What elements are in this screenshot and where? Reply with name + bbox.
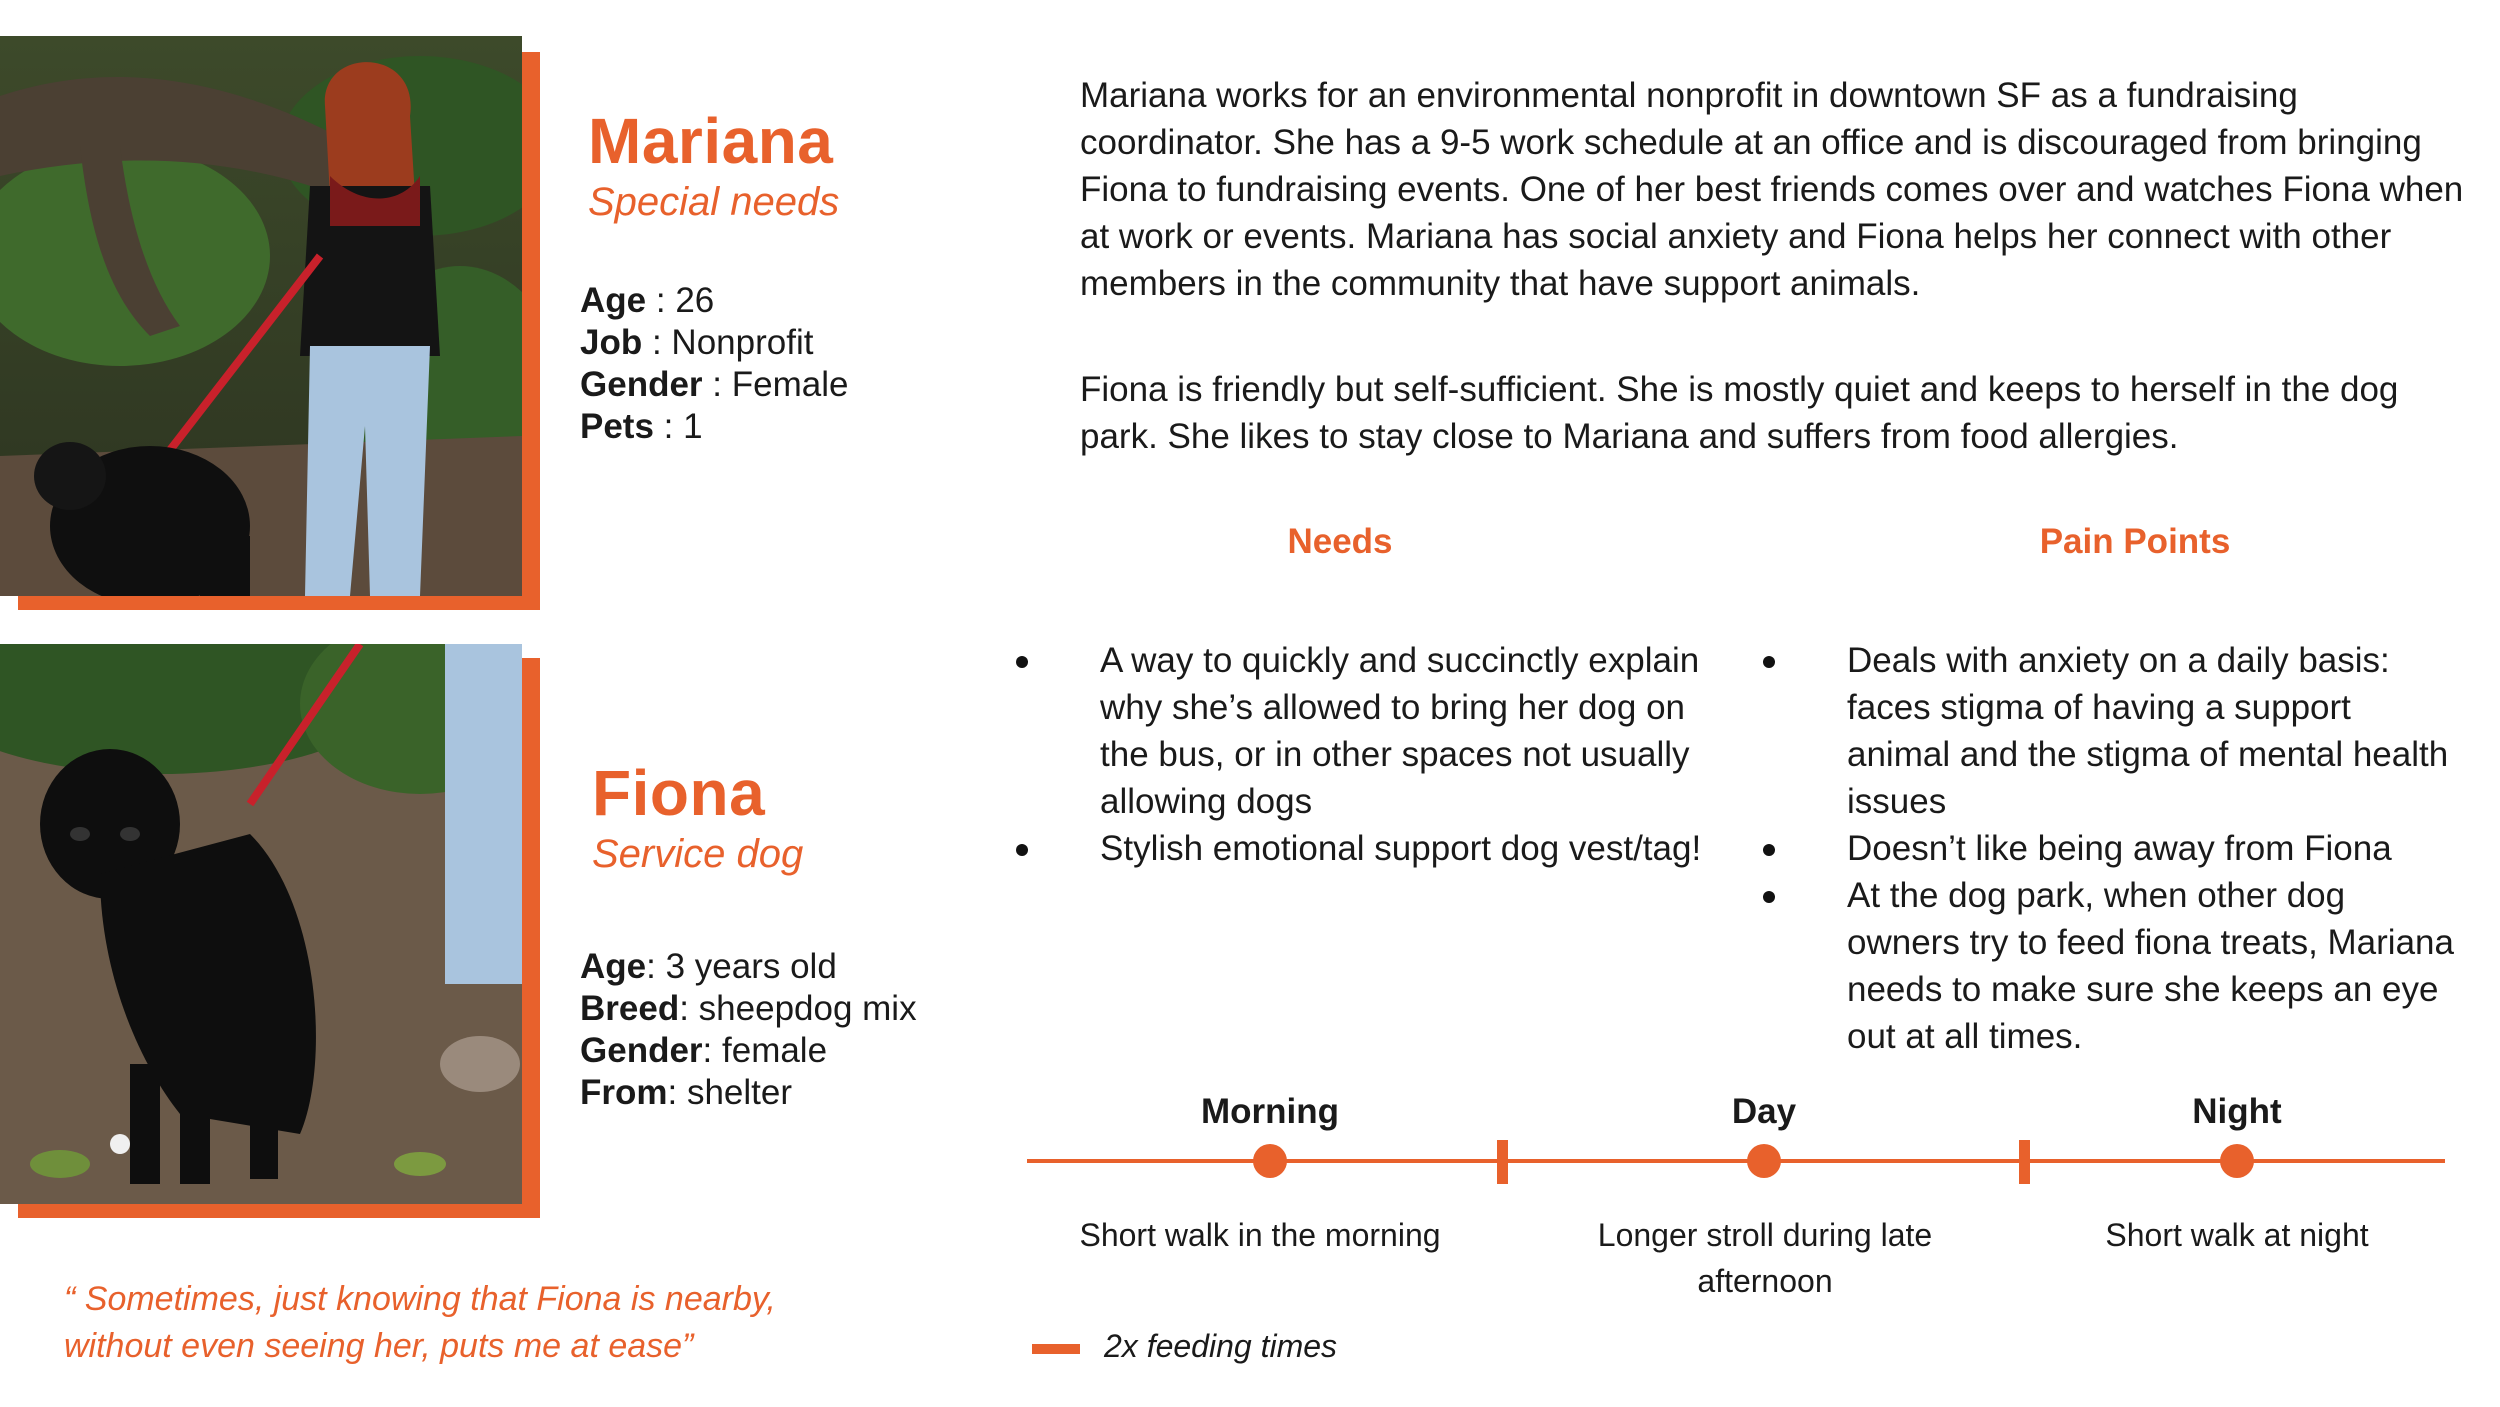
bullet-icon xyxy=(1016,656,1028,668)
persona-name: Mariana xyxy=(588,105,834,177)
dog-facts xyxy=(580,946,917,1114)
needs-item: A way to quickly and succinctly explain why she’s allowed to bring her dog on the bus, or in other spaces not usually allowing dogs xyxy=(1016,637,1716,825)
pain-points-item: Doesn’t like being away from Fiona xyxy=(1763,825,2463,872)
bio-paragraph-2: Fiona is friendly but self-sufficient. She is mostly quiet and keeps to herself in the dog park. She likes to stay close to Mariana and suffers from food allergies. xyxy=(1080,370,2399,456)
pain-points-item: Deals with anxiety on a daily basis: faces stigma of having a support animal and the stigma of mental health issues xyxy=(1763,637,2463,825)
persona-fact-gender: Gender : Female xyxy=(580,365,849,404)
timeline-text-morning: Short walk in the morning xyxy=(1079,1217,1441,1253)
timeline-label-morning: Morning xyxy=(1200,1092,1340,1131)
timeline-label-night: Night xyxy=(2192,1092,2282,1131)
bullet-icon xyxy=(1763,891,1775,903)
dog-fact-gender: Gender: female xyxy=(580,1031,828,1070)
legend-label: 2x feeding times xyxy=(1104,1328,1338,1364)
persona-quote xyxy=(64,1276,776,1370)
timeline-dot-night xyxy=(2220,1144,2254,1178)
quote-line-1: “ Sometimes, just knowing that Fiona is nearby, xyxy=(64,1280,776,1318)
pain-points-item: At the dog park, when other dog owners try to feed fiona treats, Mariana needs to make sure she keeps an eye out at all times. xyxy=(1763,872,2463,1060)
pain-points-list xyxy=(1763,637,2463,1060)
persona-role: Special needs xyxy=(588,180,840,224)
needs-item: Stylish emotional support dog vest/tag! xyxy=(1016,825,1716,872)
needs-title: Needs xyxy=(1287,522,1393,561)
bullet-icon xyxy=(1763,656,1775,668)
dog-fact-from: From: shelter xyxy=(580,1073,793,1112)
persona-fact-job: Job : Nonprofit xyxy=(580,323,814,362)
bullet-icon xyxy=(1763,844,1775,856)
feeding-marker-1 xyxy=(1497,1140,1508,1184)
quote-line-2: without even seeing her, puts me at ease” xyxy=(64,1327,694,1365)
timeline-text-day: Longer stroll during late afternoon xyxy=(1597,1217,1933,1299)
fiona-photo xyxy=(0,644,522,1204)
dog-fact-age: Age: 3 years old xyxy=(580,947,837,986)
feeding-marker-2 xyxy=(2019,1140,2030,1184)
persona-fact-pets: Pets : 1 xyxy=(580,407,703,446)
persona-fact-age: Age : 26 xyxy=(580,281,715,320)
bio-paragraph-1: Mariana works for an environmental nonprofit in downtown SF as a fundraising coordinator. She has a 9-5 work schedule at an office and is discouraged from bringing Fiona to fundraising events. One of her best friends comes over and watches Fiona when at work or events. Mariana has social anxiety and Fiona helps her connect with other members in the community that have support animals. xyxy=(1080,76,2464,303)
dog-role: Service dog xyxy=(592,832,804,876)
timeline-line xyxy=(1027,1159,2445,1163)
mariana-photo xyxy=(0,36,522,596)
pain-points-title: Pain Points xyxy=(2039,522,2231,561)
dog-name: Fiona xyxy=(592,757,766,829)
dog-fact-breed: Breed: sheepdog mix xyxy=(580,989,917,1028)
persona-facts xyxy=(580,280,848,448)
timeline-dot-day xyxy=(1747,1144,1781,1178)
timeline-text-night: Short walk at night xyxy=(2105,1217,2369,1253)
needs-list xyxy=(1016,637,1716,872)
timeline-label-day: Day xyxy=(1731,1092,1797,1131)
bullet-icon xyxy=(1016,844,1028,856)
legend-swatch xyxy=(1032,1344,1080,1354)
timeline-dot-morning xyxy=(1253,1144,1287,1178)
